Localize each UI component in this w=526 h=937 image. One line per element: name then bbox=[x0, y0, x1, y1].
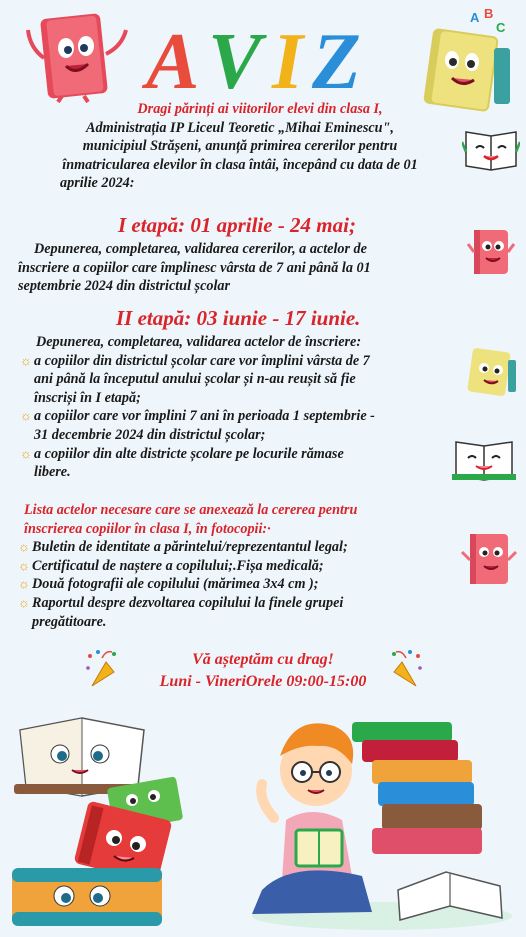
book-character-icon bbox=[22, 8, 130, 104]
book-character-icon bbox=[410, 4, 522, 114]
list-item-text: pregătitoare. bbox=[32, 613, 107, 630]
book-character-icon bbox=[462, 122, 520, 172]
stage1-line: Depunerea, completarea, validarea cererilor, a actelor de bbox=[34, 241, 367, 257]
intro-paragraph bbox=[20, 100, 460, 193]
book-character-icon bbox=[462, 338, 520, 400]
sun-bullet-icon: ☼ bbox=[18, 557, 30, 573]
title-letter-i: I bbox=[272, 18, 304, 100]
intro-greeting: Dragi părinți ai viitorilor elevi din clasa I, bbox=[137, 101, 383, 117]
title-letter-v: V bbox=[208, 18, 262, 100]
title-letter-z: Z bbox=[312, 18, 361, 100]
acts-section bbox=[18, 501, 480, 631]
list-item-text: a copiilor din districtul școlar care vor împlini vârsta de 7 bbox=[34, 352, 370, 369]
list-item-text: Două fotografii ale copilului (mărimea 3x4 cm ); bbox=[32, 576, 319, 593]
decor-letter-c: C bbox=[496, 20, 506, 35]
book-character-icon bbox=[460, 526, 518, 592]
footer-schedule: Luni - VineriOrele 09:00-15:00 bbox=[159, 673, 367, 690]
stage2-heading: II etapă: 03 iunie - 17 iunie. bbox=[116, 306, 361, 330]
list-item-text: 31 decembrie 2024 din districtul școlar; bbox=[34, 426, 266, 443]
list-item-text: ani până la începutul anului școlar și n-au reușit să fie bbox=[34, 371, 356, 388]
sun-bullet-icon: ☼ bbox=[18, 576, 30, 592]
sun-bullet-icon: ☼ bbox=[18, 594, 30, 610]
list-item bbox=[18, 557, 480, 576]
list-item-text: înscriși în I etapă; bbox=[34, 389, 141, 406]
list-item-text: libere. bbox=[34, 464, 71, 481]
list-item-text: Buletin de identitate a părintelui/reprezentantul legal; bbox=[32, 539, 348, 556]
list-item bbox=[18, 594, 480, 631]
stage2-intro: Depunerea, completarea, validarea actelor de înscriere: bbox=[36, 334, 362, 350]
footer-greeting: Vă așteptăm cu drag! bbox=[192, 651, 334, 668]
stage1-paragraph bbox=[18, 240, 468, 296]
list-item-text: a copiilor din alte districte școlare pe locurile rămase bbox=[34, 445, 344, 462]
list-item bbox=[20, 352, 470, 408]
book-character-icon bbox=[452, 436, 516, 482]
sun-bullet-icon: ☼ bbox=[20, 352, 32, 368]
stage1-line: înscriere a copiilor care împlinesc vârsta de 7 ani până la 01 bbox=[18, 259, 371, 276]
stage2-paragraph bbox=[20, 333, 470, 482]
page-title bbox=[140, 10, 400, 100]
list-item bbox=[20, 407, 470, 444]
intro-line: Administrația IP Liceul Teoretic „Mihai Eminescu", bbox=[86, 119, 394, 136]
list-item-text: a copiilor care vor împlini 7 ani în perioada 1 septembrie - bbox=[34, 408, 375, 425]
acts-heading: înscrierea copiilor în clasa I, în fotocopii:· bbox=[24, 520, 271, 537]
sun-bullet-icon: ☼ bbox=[20, 408, 32, 424]
acts-heading: Lista actelor necesare care se anexează la cererea pentru bbox=[24, 502, 358, 518]
book-character-icon bbox=[466, 224, 516, 280]
sun-bullet-icon: ☼ bbox=[18, 539, 30, 555]
decor-letter-a: A bbox=[470, 10, 480, 25]
book-stack-illustration bbox=[4, 700, 234, 932]
list-item-text: Certificatul de naștere a copilului;.Fișa medicală; bbox=[32, 557, 324, 574]
intro-line: aprilie 2024: bbox=[60, 175, 135, 192]
stage1-heading: I etapă: 01 aprilie - 24 mai; bbox=[118, 213, 356, 237]
stage1-line: septembrie 2024 din districtul școlar bbox=[18, 278, 231, 295]
decor-letter-b: B bbox=[484, 6, 494, 21]
intro-line: municipiul Strășeni, anunță primirea cererilor pentru bbox=[82, 138, 398, 155]
sun-bullet-icon: ☼ bbox=[20, 445, 32, 461]
list-item bbox=[20, 445, 470, 482]
title-letter-a: A bbox=[146, 18, 200, 100]
list-item-text: Raportul despre dezvoltarea copilului la finele grupei bbox=[32, 594, 344, 611]
list-item bbox=[18, 575, 480, 594]
list-item bbox=[18, 538, 480, 557]
boy-reading-illustration bbox=[222, 700, 522, 932]
intro-line: înmatricularea elevilor în clasa întâi, începând cu data de 01 bbox=[62, 156, 418, 173]
